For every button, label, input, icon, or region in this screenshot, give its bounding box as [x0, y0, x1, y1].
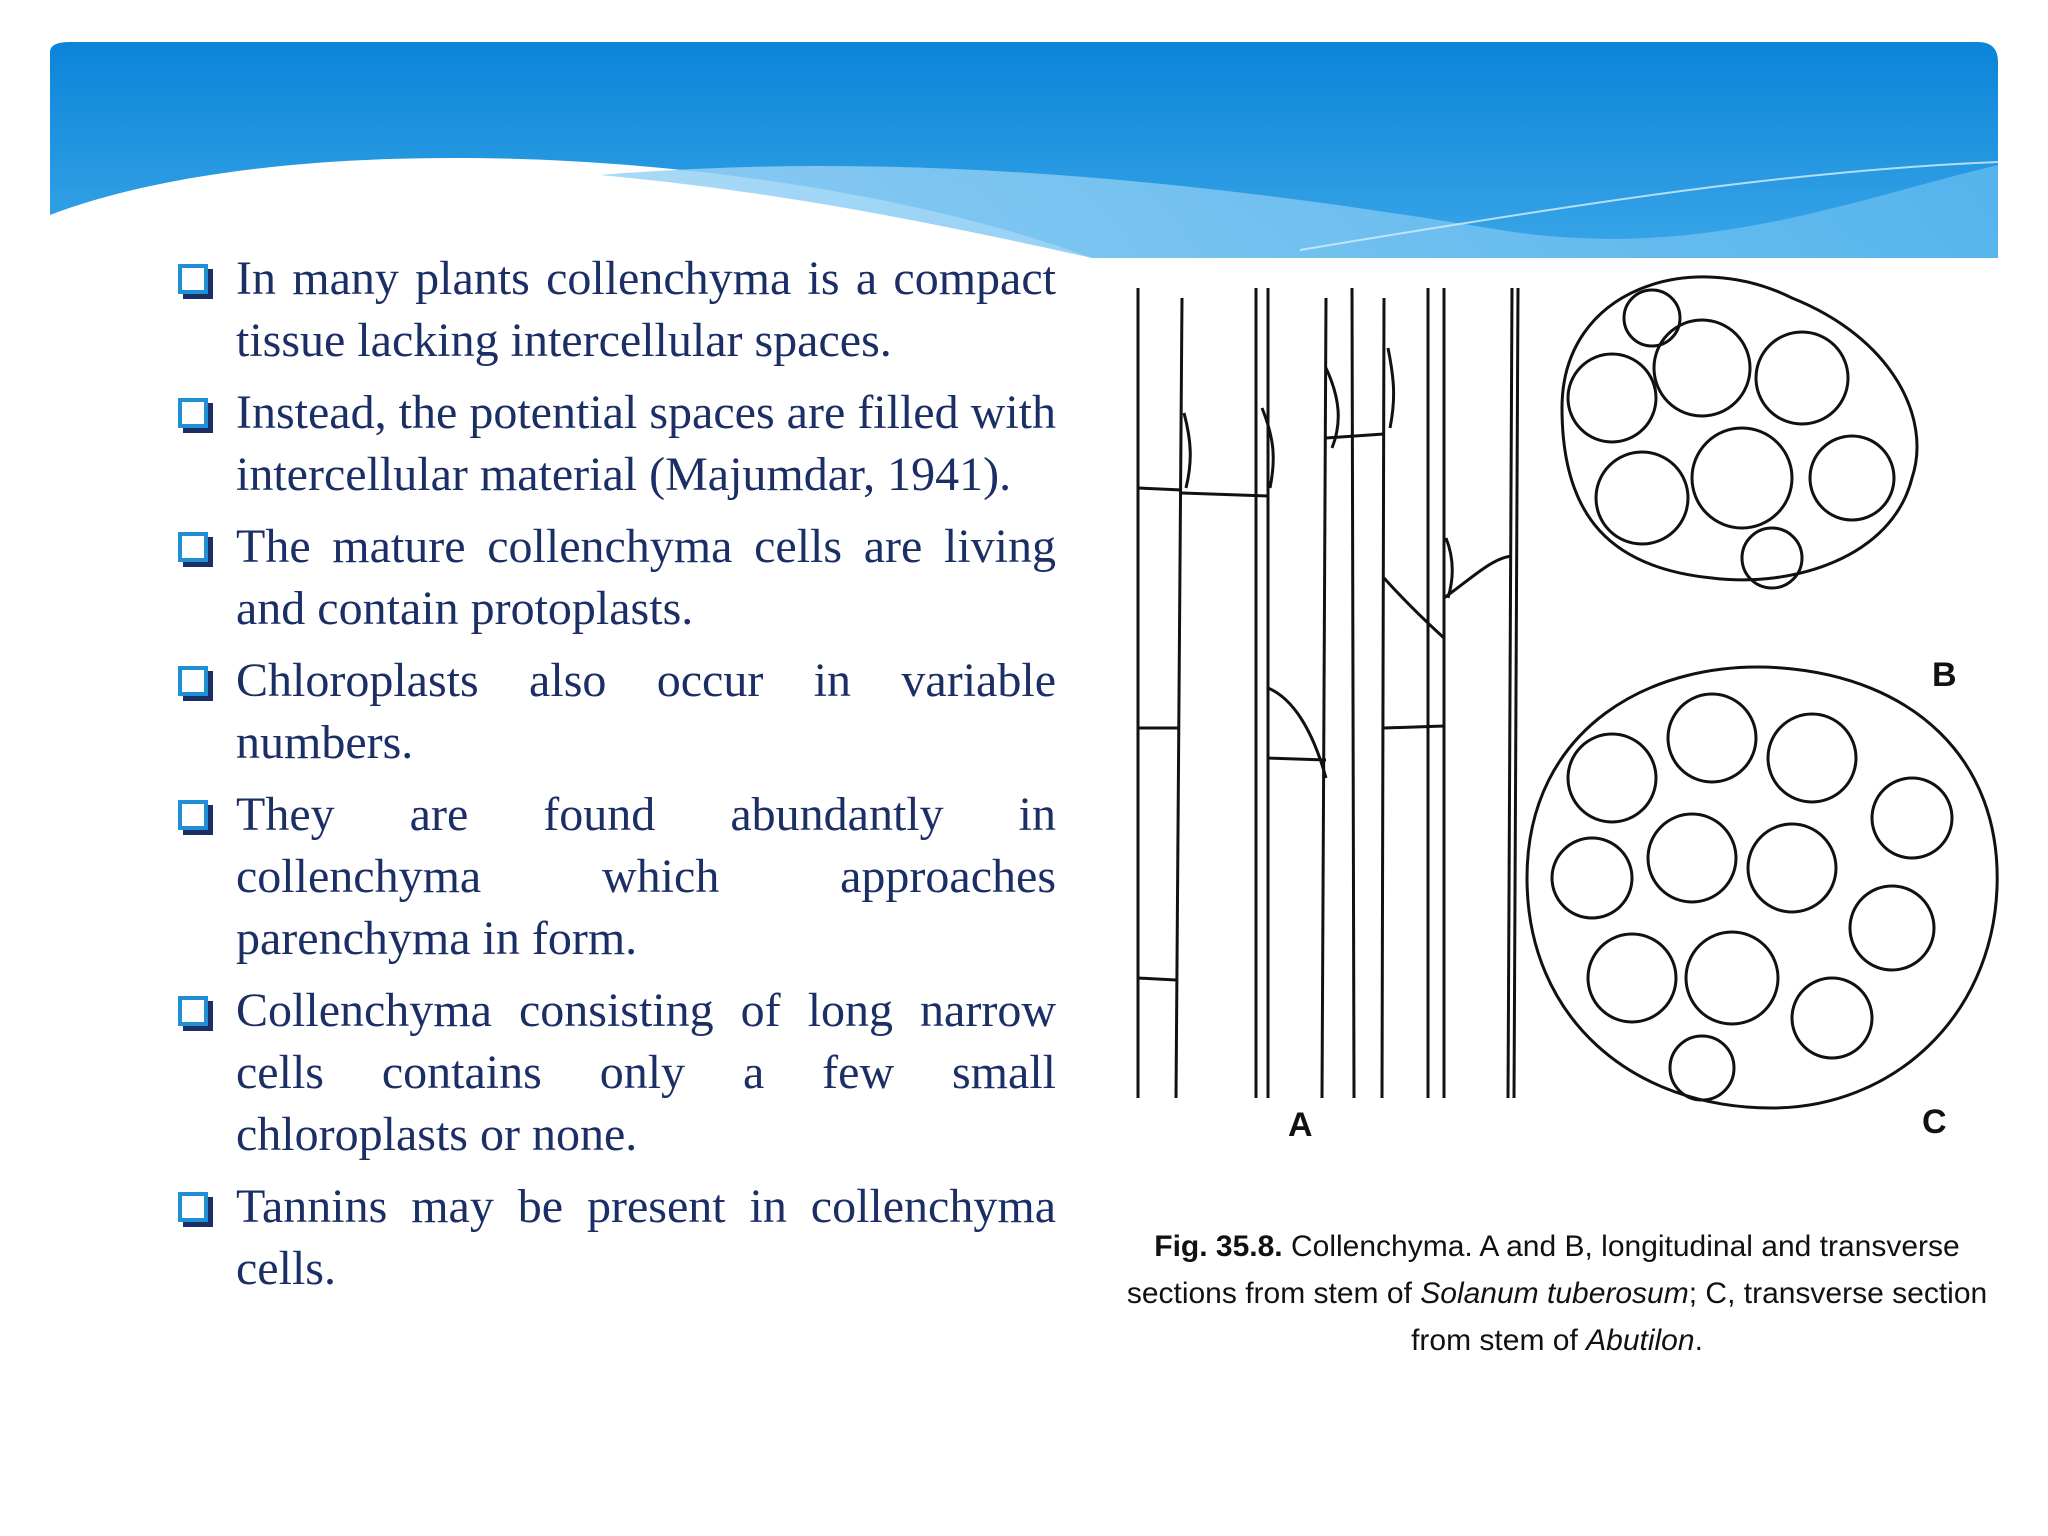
bullet-item — [176, 516, 1056, 640]
longitudinal-section-a — [1138, 288, 1518, 1098]
bullet-text: Tannins may be present in collenchyma cells. — [236, 1180, 1056, 1295]
bullet-list — [176, 248, 1056, 1310]
bullet-item — [176, 1176, 1056, 1300]
caption-fig-number: Fig. 35.8. — [1154, 1230, 1283, 1263]
bullet-item — [176, 784, 1056, 970]
transverse-section-b — [1562, 277, 1917, 588]
bullet-item — [176, 248, 1056, 372]
bullet-text: The mature collenchyma cells are living and contain protoplasts. — [236, 520, 1056, 635]
checkbox-square-icon — [178, 532, 208, 562]
panel-label-a: A — [1288, 1106, 1313, 1144]
bullet-item — [176, 650, 1056, 774]
checkbox-square-icon — [178, 996, 208, 1026]
figure-caption — [1112, 1223, 2002, 1364]
bullet-item — [176, 980, 1056, 1166]
transverse-section-c — [1527, 667, 1997, 1108]
bullet-text: Chloroplasts also occur in variable numbers. — [236, 654, 1056, 769]
caption-text-2: ; C, transverse section from stem of — [1411, 1277, 1988, 1357]
bullet-text: They are found abundantly in collenchyma which approaches parenchyma in form. — [236, 788, 1056, 965]
checkbox-square-icon — [178, 800, 208, 830]
panel-label-b: B — [1932, 656, 1957, 694]
bullet-text: In many plants collenchyma is a compact tissue lacking intercellular spaces. — [236, 252, 1056, 367]
checkbox-square-icon — [178, 666, 208, 696]
checkbox-square-icon — [178, 264, 208, 294]
figure-illustration — [1092, 258, 2012, 1158]
caption-text-1: Collenchyma. A and B, longitudinal and transverse sections from stem of — [1126, 1230, 1960, 1310]
bullet-item — [176, 382, 1056, 506]
bullet-text: Collenchyma consisting of long narrow cells contains only a few small chloroplasts or none. — [236, 984, 1056, 1161]
caption-species-1: Solanum tuberosum — [1420, 1277, 1689, 1310]
bullet-text: Instead, the potential spaces are filled with intercellular material (Majumdar, 1941). — [236, 386, 1056, 501]
collenchyma-figure — [1092, 258, 2012, 1438]
panel-label-c: C — [1922, 1103, 1947, 1141]
caption-species-2: Abutilon — [1586, 1324, 1695, 1357]
caption-text-3: . — [1694, 1324, 1703, 1357]
checkbox-square-icon — [178, 398, 208, 428]
checkbox-square-icon — [178, 1192, 208, 1222]
